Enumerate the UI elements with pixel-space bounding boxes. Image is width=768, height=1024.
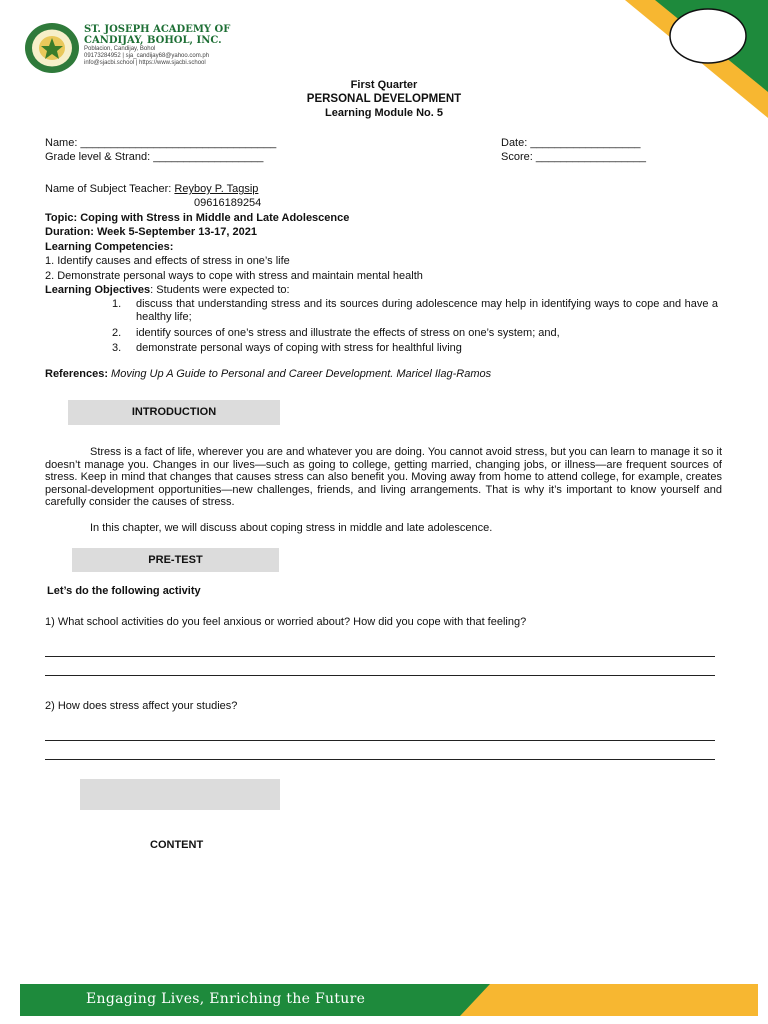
references (45, 367, 491, 381)
objective-number: 2. (112, 327, 122, 339)
logo-placeholder-circle (670, 9, 746, 63)
pretest-heading-box (72, 548, 279, 572)
teacher-label: Name of Subject Teacher: (45, 183, 175, 195)
teacher-line (45, 182, 258, 196)
school-contact-2: info@sjacbi.school | https://www.sjacbi.school (84, 60, 206, 66)
subject-title: PERSONAL DEVELOPMENT (306, 93, 462, 105)
competency-item-2: 2. Demonstrate personal ways to cope with stress and maintain mental health (45, 270, 423, 282)
objective-text: demonstrate personal ways of coping with stress for healthful living (136, 342, 462, 354)
competency-item-1: 1. Identify causes and effects of stress in one’s life (45, 255, 290, 267)
objective-item-1 (112, 298, 722, 326)
teacher-phone: 09616189254 (194, 197, 262, 209)
introduction-paragraph-1: Stress is a fact of life, wherever you are and whatever you are doing. You cannot avoid stress, but you can learn to manage it so it doesn’t manage you. Changes in our lives—such as going to college, getting married, changing jobs, or illness—are frequent sources of stress. Keep in mind that changes that causes stress can also benefit you. Moving away from home to attend college, for example, creates personal-development opportunities—new challenges, friends, and living arrangements. That is why it’s important to know yourself and carefully consider the causes of stress. (45, 446, 722, 509)
answer-line[interactable] (45, 740, 715, 741)
answer-line[interactable] (45, 759, 715, 760)
module-number: Learning Module No. 5 (325, 107, 443, 119)
objective-number: 1. (112, 298, 122, 310)
objectives-heading: Learning Objectives (45, 284, 151, 296)
introduction-paragraph-2: In this chapter, we will discuss about coping stress in middle and late adolescence. (90, 522, 493, 534)
objective-number: 3. (112, 342, 122, 354)
competencies-heading: Learning Competencies: (45, 241, 174, 253)
footer-tagline: Engaging Lives, Enriching the Future (86, 991, 366, 1007)
objective-item-2 (112, 327, 722, 341)
objective-text: discuss that understanding stress and its sources during adolescence may help in identifying ways to cope and have a healthy life; (136, 298, 718, 323)
school-contact-1: 09173284952 | sja_candijay68@yahoo.com.ph (84, 53, 210, 59)
school-address: Poblacion, Candijay, Bohol (84, 46, 156, 52)
module-title (0, 78, 768, 120)
school-header (84, 24, 230, 67)
school-name-line1: ST. JOSEPH ACADEMY OF (84, 24, 231, 35)
date-field[interactable]: Date: __________________ (501, 137, 641, 149)
duration: Duration: Week 5-September 13-17, 2021 (45, 226, 257, 238)
school-seal-icon (24, 22, 80, 74)
pretest-instruction: Let’s do the following activity (47, 585, 201, 597)
content-heading-box (80, 779, 280, 810)
topic: Topic: Coping with Stress in Middle and Late Adolescence (45, 212, 350, 224)
question-2: 2) How does stress affect your studies? (45, 700, 238, 712)
name-field[interactable]: Name: ________________________________ (45, 137, 277, 149)
question-1: 1) What school activities do you feel anxious or worried about? How did you cope with that feeling? (45, 616, 527, 628)
objectives-intro: : Students were expected to: (150, 284, 290, 296)
grade-strand-field[interactable]: Grade level & Strand: __________________ (45, 151, 264, 163)
references-label: References: (45, 368, 108, 380)
answer-line[interactable] (45, 656, 715, 657)
objective-item-3 (112, 342, 722, 356)
references-text: Moving Up A Guide to Personal and Career Development. Maricel Ilag-Ramos (107, 368, 492, 380)
school-name-line2: CANDIJAY, BOHOL, INC. (84, 35, 222, 46)
answer-line[interactable] (45, 675, 715, 676)
objective-text: identify sources of one’s stress and illustrate the effects of stress on one’s system; and, (136, 327, 560, 339)
objectives-line (45, 283, 290, 297)
teacher-name: Reyboy P. Tagsip (174, 183, 259, 195)
score-field[interactable]: Score: __________________ (501, 151, 646, 163)
pretest-heading: PRE-TEST (148, 554, 203, 566)
quarter-title: First Quarter (350, 79, 418, 91)
introduction-heading-box (68, 400, 280, 425)
introduction-heading: INTRODUCTION (131, 406, 217, 418)
content-heading: CONTENT (150, 839, 204, 851)
